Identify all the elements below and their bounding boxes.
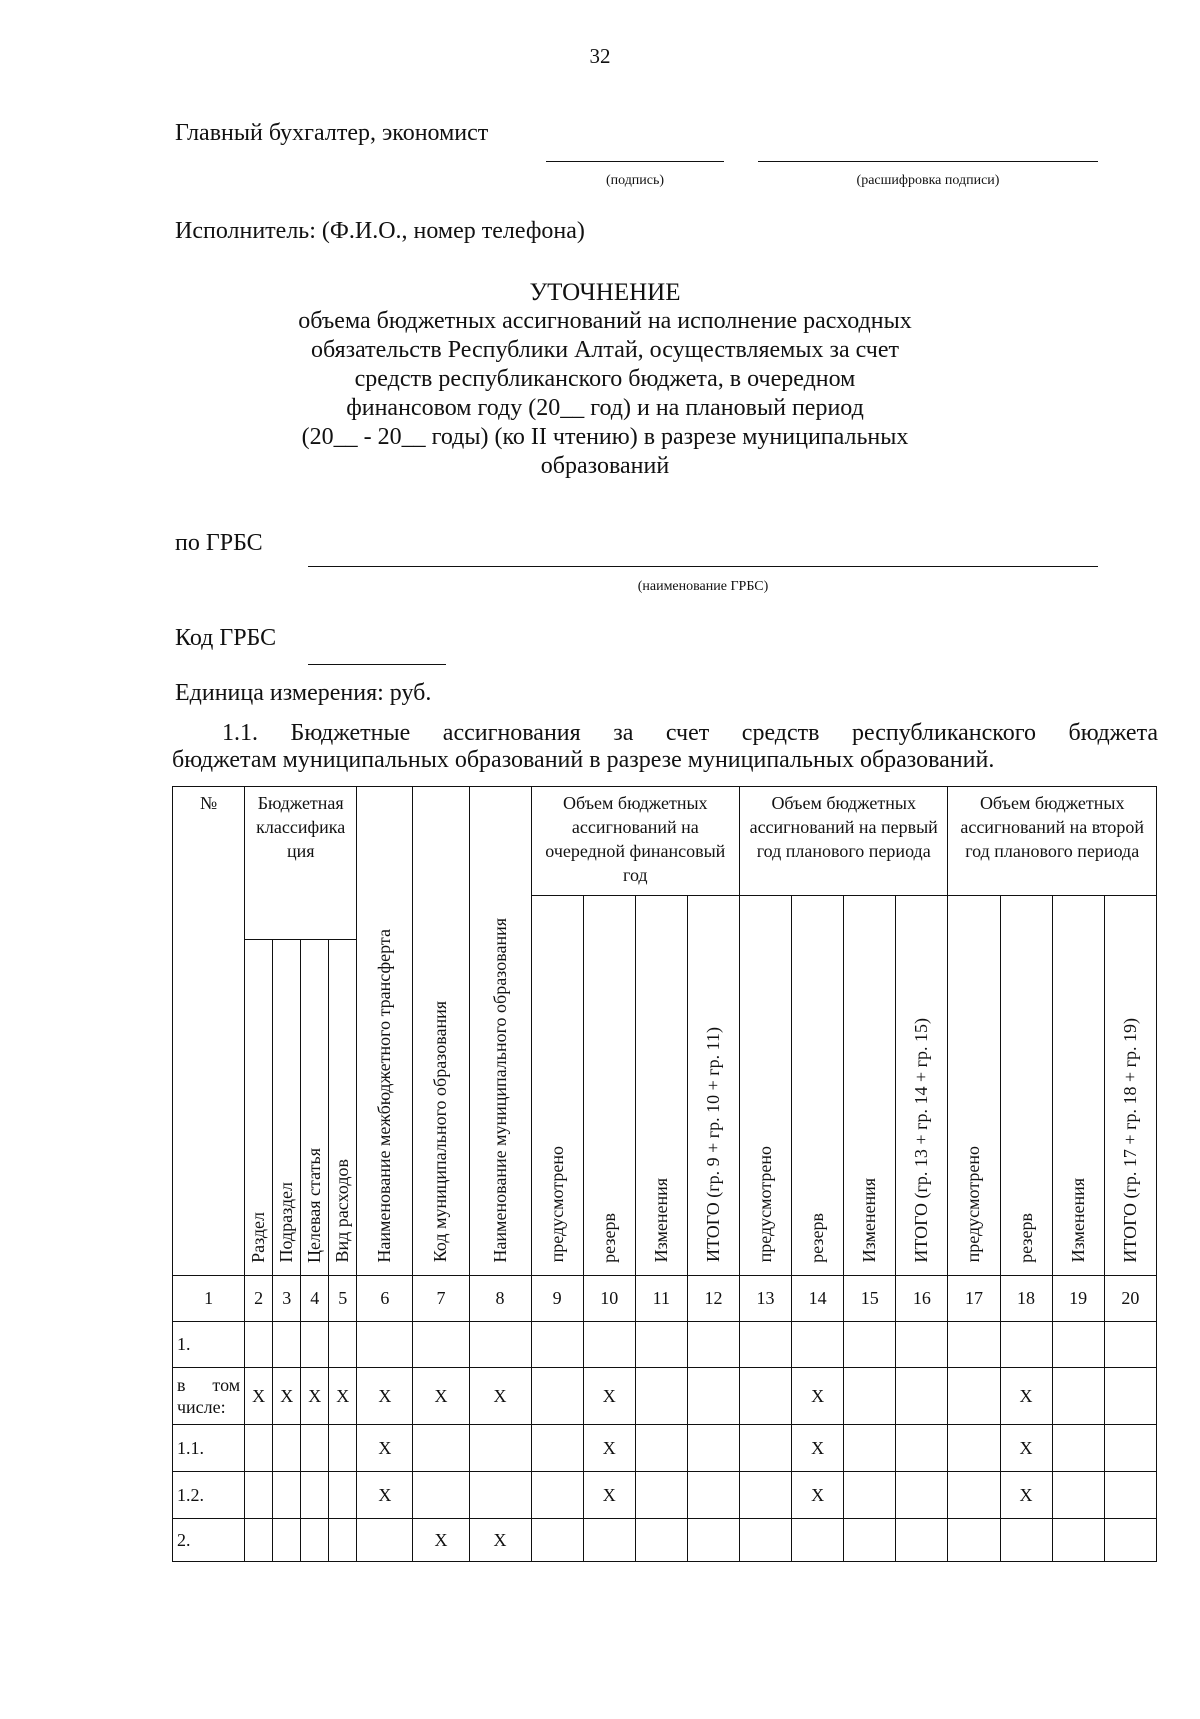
- table-cell: X: [357, 1472, 413, 1519]
- itogo-header: ИТОГО (гр. 17 + гр. 18 + гр. 19): [1104, 896, 1156, 1276]
- column-number: 8: [469, 1276, 531, 1322]
- title-line: средств республиканского бюджета, в очередном: [354, 366, 856, 392]
- table-cell: [273, 1472, 301, 1519]
- table-cell: [844, 1472, 896, 1519]
- title-line: объема бюджетных ассигнований на исполнение расходных: [298, 308, 912, 334]
- table-cell: [1104, 1519, 1156, 1562]
- predusm-header: предусмотрено: [948, 896, 1000, 1276]
- table-cell: [687, 1472, 739, 1519]
- predusm-header: предусмотрено: [531, 896, 583, 1276]
- column-number: 4: [301, 1276, 329, 1322]
- table-cell: [1052, 1425, 1104, 1472]
- table-cell: [413, 1425, 469, 1472]
- table-cell: [948, 1368, 1000, 1425]
- table-cell: [245, 1472, 273, 1519]
- table-cell: X: [469, 1368, 531, 1425]
- table-cell: [687, 1519, 739, 1562]
- table-cell: [329, 1322, 357, 1368]
- table-cell: [531, 1519, 583, 1562]
- table-cell: [1000, 1322, 1052, 1368]
- table-cell: [1104, 1322, 1156, 1368]
- title-line: обязательств Республики Алтай, осуществляемых за счет: [311, 337, 899, 363]
- document-title: [250, 278, 960, 481]
- signature-decoding-caption: (расшифровка подписи): [856, 173, 1000, 188]
- table-cell: [1104, 1472, 1156, 1519]
- column-number: 5: [329, 1276, 357, 1322]
- column-number: 6: [357, 1276, 413, 1322]
- table-cell: [896, 1368, 948, 1425]
- table-cell: [1052, 1472, 1104, 1519]
- table-cell: X: [792, 1425, 844, 1472]
- table-cell: [469, 1472, 531, 1519]
- table-row: [173, 1425, 1157, 1472]
- table-cell: [301, 1425, 329, 1472]
- table-cell: [948, 1472, 1000, 1519]
- table-cell: [792, 1519, 844, 1562]
- table-cell: [844, 1322, 896, 1368]
- column-number: 14: [792, 1276, 844, 1322]
- column-number: 17: [948, 1276, 1000, 1322]
- table-cell: X: [583, 1425, 635, 1472]
- column-number: 2: [245, 1276, 273, 1322]
- table-cell: [948, 1425, 1000, 1472]
- table-cell: [740, 1472, 792, 1519]
- table-cell: X: [413, 1368, 469, 1425]
- table-cell: 1.1.: [173, 1425, 245, 1472]
- table-row: [173, 1368, 1157, 1425]
- table-cell: 1.: [173, 1322, 245, 1368]
- table-cell: [329, 1519, 357, 1562]
- grbs-name-caption: (наименование ГРБС): [637, 579, 769, 594]
- table-row: [173, 1322, 1157, 1368]
- table-cell: [896, 1322, 948, 1368]
- celevaya-header: Целевая статья: [301, 939, 329, 1276]
- table-cell: [1000, 1519, 1052, 1562]
- table-cell: X: [329, 1368, 357, 1425]
- column-number: 20: [1104, 1276, 1156, 1322]
- table-cell: [357, 1519, 413, 1562]
- table-cell: [948, 1322, 1000, 1368]
- table-cell: [273, 1519, 301, 1562]
- table-cell: [896, 1472, 948, 1519]
- executor-label: Исполнитель: (Ф.И.О., номер телефона): [175, 218, 585, 244]
- column-number: 9: [531, 1276, 583, 1322]
- column-number: 3: [273, 1276, 301, 1322]
- table-cell: X: [583, 1472, 635, 1519]
- grbs-code-label: Код ГРБС: [175, 625, 277, 651]
- table-row: [173, 1519, 1157, 1562]
- table-row: [173, 1472, 1157, 1519]
- rezerv-header: резерв: [792, 896, 844, 1276]
- table-cell: [740, 1368, 792, 1425]
- grbs-code-line: [308, 664, 446, 665]
- table-cell: [469, 1425, 531, 1472]
- table-cell: [792, 1322, 844, 1368]
- table-cell: [896, 1425, 948, 1472]
- table-cell: [687, 1322, 739, 1368]
- unit-label: Единица измерения: руб.: [175, 680, 432, 706]
- group3-header: Объем бюджетных ассигнований на второй год планового периода: [948, 787, 1157, 896]
- table-cell: X: [583, 1368, 635, 1425]
- rezerv-header: резерв: [1000, 896, 1052, 1276]
- table-cell: [273, 1425, 301, 1472]
- itogo-header: ИТОГО (гр. 13 + гр. 14 + гр. 15): [896, 896, 948, 1276]
- table-cell: [1052, 1322, 1104, 1368]
- table-cell: [635, 1472, 687, 1519]
- column-number: 16: [896, 1276, 948, 1322]
- page-number: 32: [589, 44, 611, 68]
- group2-header: Объем бюджетных ассигнований на первый год планового периода: [740, 787, 948, 896]
- column-number: 15: [844, 1276, 896, 1322]
- column-number: 1: [173, 1276, 245, 1322]
- table-cell: [301, 1322, 329, 1368]
- table-cell: [1104, 1368, 1156, 1425]
- table-cell: [531, 1425, 583, 1472]
- table-cell: 1.2.: [173, 1472, 245, 1519]
- column-number: 18: [1000, 1276, 1052, 1322]
- table-cell: [245, 1425, 273, 1472]
- table-cell: 2.: [173, 1519, 245, 1562]
- table-cell: [583, 1519, 635, 1562]
- table-cell: X: [792, 1368, 844, 1425]
- table-cell: [844, 1519, 896, 1562]
- table-cell: X: [301, 1368, 329, 1425]
- table-cell: [635, 1322, 687, 1368]
- table-cell: [687, 1368, 739, 1425]
- transfer-name-header: Наименование межбюджетного трансферта: [357, 787, 413, 1276]
- table-cell: X: [245, 1368, 273, 1425]
- izm-header: Изменения: [1052, 896, 1104, 1276]
- table-cell: [1052, 1368, 1104, 1425]
- table-cell: [413, 1322, 469, 1368]
- table-cell: [329, 1425, 357, 1472]
- table-cell: [844, 1425, 896, 1472]
- table-cell: [844, 1368, 896, 1425]
- column-number: 11: [635, 1276, 687, 1322]
- budget-class-header: Бюджетная классифика ция: [245, 787, 357, 940]
- table-cell: [357, 1322, 413, 1368]
- vid-header: Вид расходов: [329, 939, 357, 1276]
- table-cell: [635, 1368, 687, 1425]
- group1-header: Объем бюджетных ассигнований на очередной финансовый год: [531, 787, 739, 896]
- table-cell: X: [1000, 1472, 1052, 1519]
- table-cell: [245, 1322, 273, 1368]
- table-cell: X: [273, 1368, 301, 1425]
- table-cell: [301, 1519, 329, 1562]
- itogo-header: ИТОГО (гр. 9 + гр. 10 + гр. 11): [687, 896, 739, 1276]
- table-cell: [740, 1322, 792, 1368]
- izm-header: Изменения: [844, 896, 896, 1276]
- table-cell: [687, 1425, 739, 1472]
- section-heading-line1: 1.1. Бюджетные ассигнования за счет средств республиканского бюджета: [222, 720, 1158, 746]
- table-cell: [531, 1368, 583, 1425]
- table-cell: X: [1000, 1368, 1052, 1425]
- title-heading: УТОЧНЕНИЕ: [529, 279, 681, 306]
- budget-table: [172, 786, 1157, 1562]
- grbs-label: по ГРБС: [175, 530, 263, 556]
- table-cell: [740, 1519, 792, 1562]
- table-cell: X: [357, 1425, 413, 1472]
- table-cell: [896, 1519, 948, 1562]
- column-number: 7: [413, 1276, 469, 1322]
- table-cell: X: [1000, 1425, 1052, 1472]
- table-cell: [1104, 1425, 1156, 1472]
- signature-caption: (подпись): [605, 173, 665, 188]
- table-cell: [635, 1519, 687, 1562]
- razdel-header: Раздел: [245, 939, 273, 1276]
- table-cell: X: [413, 1519, 469, 1562]
- table-cell: X: [357, 1368, 413, 1425]
- table-cell: X: [792, 1472, 844, 1519]
- table-cell: X: [469, 1519, 531, 1562]
- signature-line: [546, 161, 724, 162]
- table-cell: [413, 1472, 469, 1519]
- podrazdel-header: Подраздел: [273, 939, 301, 1276]
- column-number: 19: [1052, 1276, 1104, 1322]
- table-cell: [531, 1472, 583, 1519]
- table-cell: [469, 1322, 531, 1368]
- table-cell: [531, 1322, 583, 1368]
- column-number: 10: [583, 1276, 635, 1322]
- izm-header: Изменения: [635, 896, 687, 1276]
- mo-code-header: Код муниципального образования: [413, 787, 469, 1276]
- title-line: финансовом году (20__ год) и на плановый период: [346, 395, 864, 421]
- table-cell: [301, 1472, 329, 1519]
- table-cell: [948, 1519, 1000, 1562]
- column-number: 13: [740, 1276, 792, 1322]
- table-cell: [1052, 1519, 1104, 1562]
- table-header-row: [173, 787, 1157, 896]
- table-cell: [245, 1519, 273, 1562]
- table-cell: в том числе:: [173, 1368, 245, 1425]
- rezerv-header: резерв: [583, 896, 635, 1276]
- mo-name-header: Наименование муниципального образования: [469, 787, 531, 1276]
- table-cell: [740, 1425, 792, 1472]
- table-cell: [273, 1322, 301, 1368]
- title-line: (20__ - 20__ годы) (ко II чтению) в разрезе муниципальных: [301, 424, 909, 450]
- signature-decoding-line: [758, 161, 1098, 162]
- table-cell: [329, 1472, 357, 1519]
- title-line: образований: [540, 453, 670, 479]
- col-number-header: №: [173, 787, 245, 1276]
- chief-accountant-label: Главный бухгалтер, экономист: [175, 120, 489, 146]
- column-number: 12: [687, 1276, 739, 1322]
- grbs-name-line: [308, 566, 1098, 567]
- column-number-row: [173, 1276, 1157, 1322]
- predusm-header: предусмотрено: [740, 896, 792, 1276]
- table-cell: [635, 1425, 687, 1472]
- section-heading-line2: бюджетам муниципальных образований в разрезе муниципальных образований.: [172, 747, 995, 773]
- table-cell: [583, 1322, 635, 1368]
